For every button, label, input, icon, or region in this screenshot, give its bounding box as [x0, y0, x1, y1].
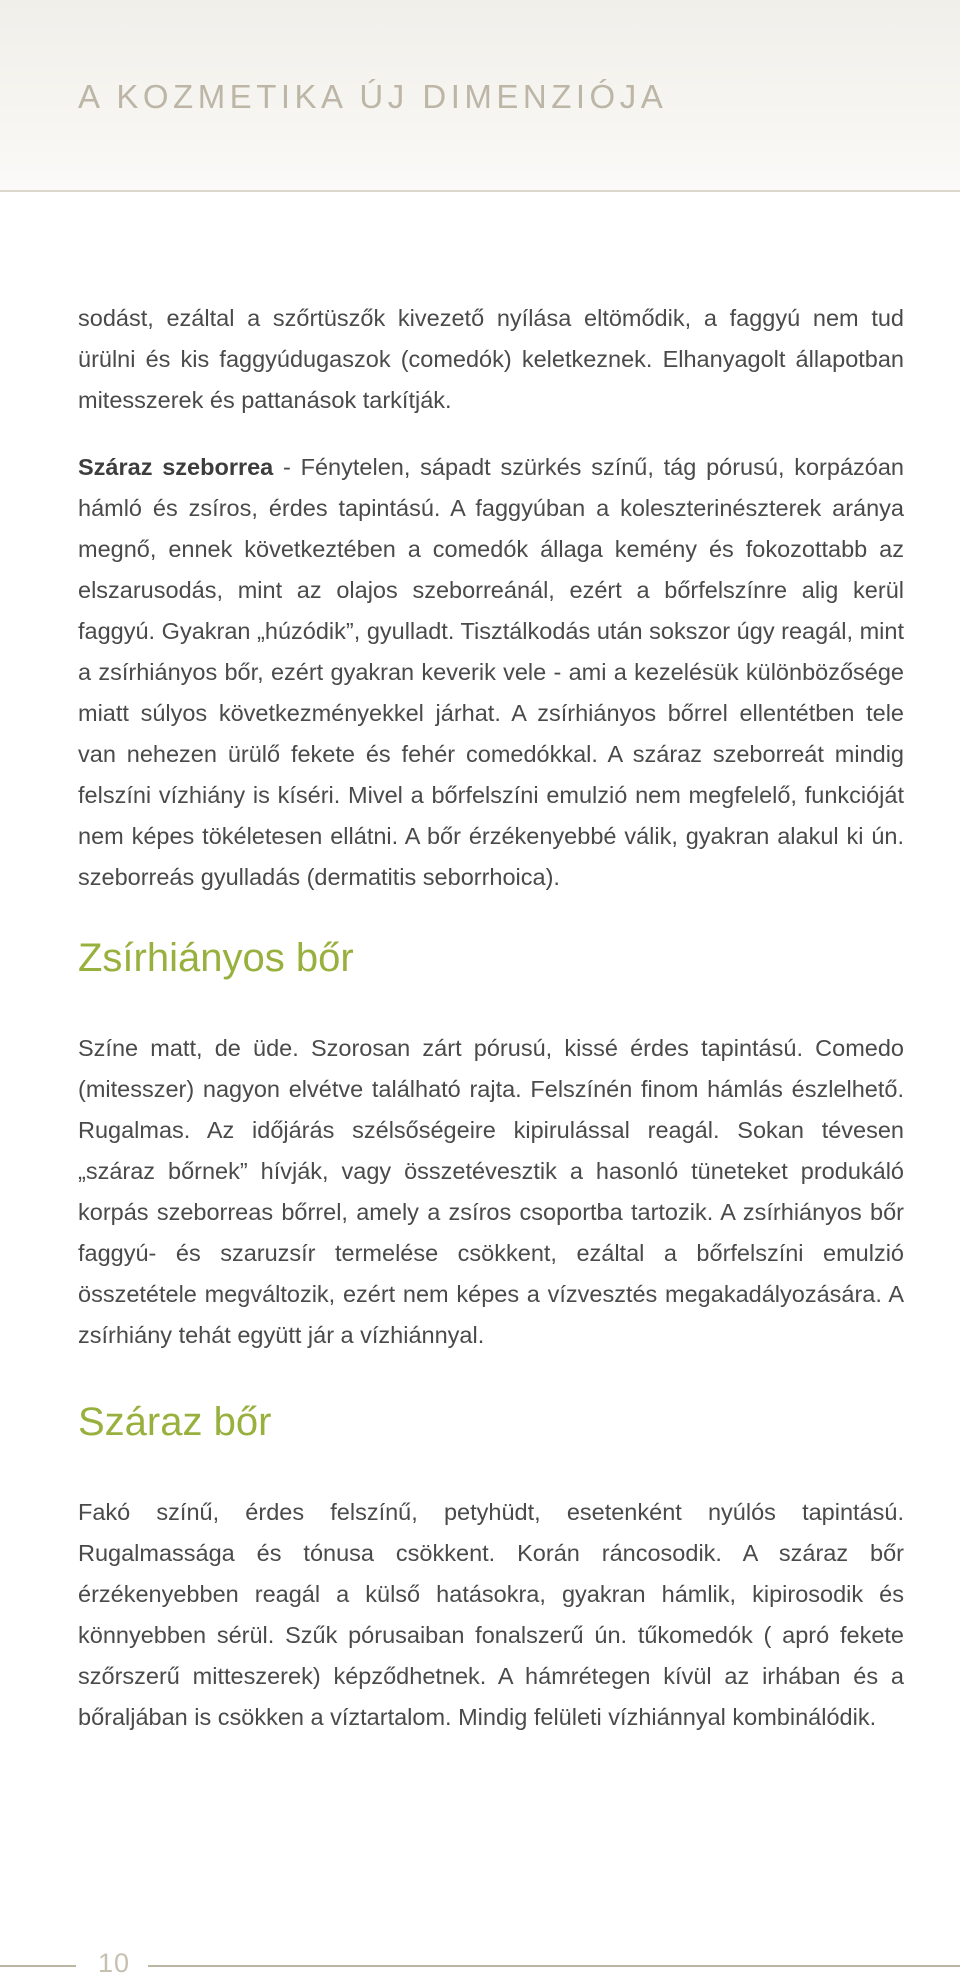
section-title-lipid-deficient-skin: Zsírhiányos bőr [78, 936, 354, 980]
page-content [78, 298, 904, 1738]
footer-rule-left [0, 1965, 76, 1967]
section-title-dry-skin: Száraz bőr [78, 1400, 272, 1444]
intro-paragraph: sodást, ezáltal a szőrtüszők kivezető nyílása eltömődik, a faggyú nem tud ürülni és kis faggyúdugaszok (comedók) keletkeznek. Elhanyagolt állapotban mitesszerek és pattanások tarkítják. [78, 305, 904, 413]
dry-seborrhea-label: Száraz szeborrea [78, 454, 274, 480]
lipid-deficient-paragraph: Színe matt, de üde. Szorosan zárt pórusú, kissé érdes tapintású. Comedo (mitesszer) nagyon elvétve található rajta. Felszínén finom hámlás észlelhető. Rugalmas. Az időjárás szélsőségeire kipirulással reagál. Sokan tévesen „száraz bőrnek” hívják, vagy összetévesztik a hasonló tüneteket produkáló korpás szeborreas bőrrel, amely a zsíros csoportba tartozik. A zsírhiányos bőr faggyú- és szaruzsír termelése csökkent, ezáltal a bőrfelszíni emulzió összetétele megváltozik, ezért nem képes a vízvesztés megakadályozására. A zsírhiány tehát együtt jár a vízhiánnyal. [78, 1035, 904, 1348]
page-number: 10 [98, 1948, 131, 1978]
dry-seborrhea-paragraph [78, 447, 904, 898]
running-header-title: A KOZMETIKA ÚJ DIMENZIÓJA [78, 78, 668, 115]
page-header [0, 0, 960, 192]
dry-seborrhea-text: - Fénytelen, sápadt szürkés színű, tág pórusú, korpázóan hámló és zsíros, érdes tapintású. A faggyúban a koleszterinészterek aránya megnő, ennek következtében a comedók állaga kemény és fokozottabb az elszarusodás, mint az olajos szeborreánál, ezért a bőrfelszínre alig kerül faggyú. Gyakran „húzódik”, gyulladt. Tisztálkodás után sokszor úgy reagál, mint a zsírhiányos bőr, ezért gyakran keverik vele - ami a kezelésük különbözősége miatt súlyos következményekkel járhat. A zsírhiányos bőrrel ellentétben tele van nehezen ürülő fekete és fehér comedókkal. A száraz szeborreát mindig felszíni vízhiány is kíséri. Mivel a bőrfelszíni emulzió nem megfelelő, funkcióját nem képes tökéletesen ellátni. A bőr érzékenyebbé válik, gyakran alakul ki ún. szeborreás gyulladás (dermatitis seborrhoica). [78, 454, 904, 890]
footer-rule-right [148, 1965, 960, 1967]
dry-skin-paragraph: Fakó színű, érdes felszínű, petyhüdt, esetenként nyúlós tapintású. Rugalmassága és tónusa csökkent. Korán ráncosodik. A száraz bőr érzékenyebben reagál a külső hatásokra, gyakran hámlik, kipirosodik és könnyebben sérül. Szűk pórusaiban fonalszerű ún. tűkomedók ( apró fekete szőrszerű mitteszerek) képződhetnek. A hámrétegen kívül az irhában és a bőraljában is csökken a víztartalom. Mindig felületi vízhiánnyal kombinálódik. [78, 1499, 904, 1730]
